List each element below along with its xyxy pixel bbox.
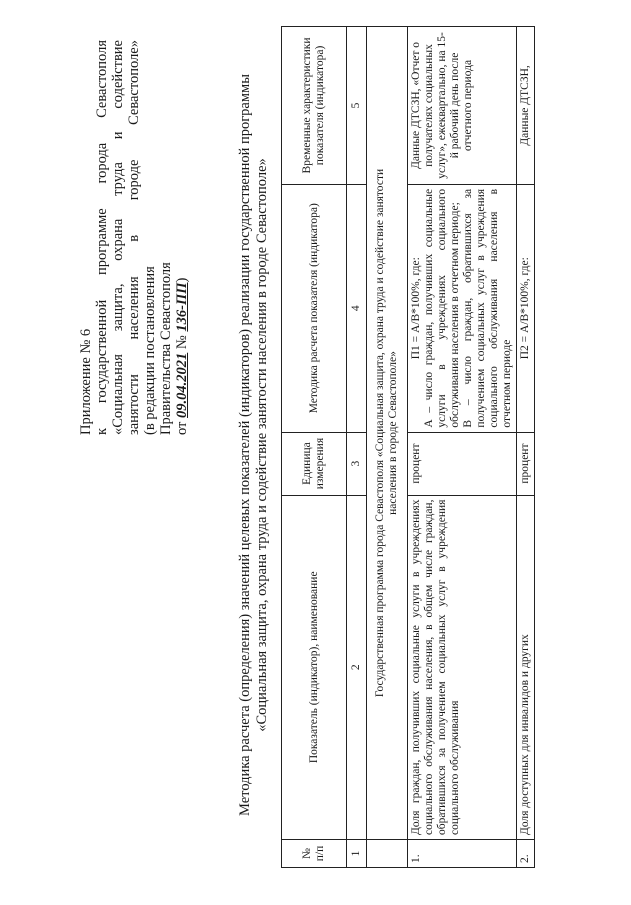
indicator-time: Данные ДТСЗН, [517, 27, 535, 185]
indicator-method [408, 184, 517, 432]
title-line: Методика расчета (определения) значений целевых показателей (индикаторов) реализации государственной программы [237, 74, 253, 816]
column-number: 4 [347, 184, 367, 432]
indicator-time: Данные ДТСЗН, «Отчет о получателях социальных услуг», ежеквартально, на 15-й рабочий день после отчетного периода [408, 27, 517, 185]
indicator-unit: процент [517, 432, 535, 495]
table-row [517, 27, 535, 868]
title-line: «Социальная защита, охрана труда и содействие занятости населения в городе Севастополе» [253, 158, 270, 732]
header-time: Временные характеристики показателя (индикатора) [282, 27, 347, 185]
method-formula: П1 = А/В*100%, где: [410, 257, 422, 360]
indicator-name: Доля доступных для инвалидов и других [517, 495, 535, 839]
table-row [408, 27, 517, 868]
appendix-line: (в редакции постановления [142, 266, 158, 435]
indicators-table [281, 26, 535, 868]
column-number: 2 [347, 495, 367, 839]
header-name: Показатель (индикатор), наименование [282, 495, 347, 839]
indicator-unit: процент [408, 432, 517, 495]
indicator-name: Доля граждан, получивших социальные услуги в учреждениях социального обслуживания населения, в общем числе граждан, обратившихся за получением социальных услуг в учреждения социального обслуживания [408, 495, 517, 839]
handwritten-number: 136-ПП [174, 282, 190, 332]
header-method: Методика расчета показателя (индикатора) [282, 184, 347, 432]
section-row [367, 27, 408, 868]
appendix-block [78, 40, 190, 435]
handwritten-date: 09.04.2021 [174, 352, 190, 418]
appendix-date-line [174, 40, 190, 435]
method-term-a: А – число граждан, получивших социальные услуги в учреждениях социального обслуживания населения в отчетном периоде; [423, 188, 461, 428]
header-unit: Единица измерения [282, 432, 347, 495]
row-number: 1. [408, 840, 517, 868]
section-title: Государственная программа города Севастополя «Социальная защита, охрана труда и содействие занятости населения в городе Севастополе» [367, 27, 408, 840]
date-suffix: ) [174, 277, 190, 283]
document-title [237, 25, 270, 865]
appendix-line: к государственной программе города Севастополя [94, 40, 110, 435]
appendix-line: Правительства Севастополя [158, 262, 174, 435]
method-term-b: В – число граждан, обратившихся за получением социальных услуг в учреждения социального обслуживания населения в отчетном периоде [462, 188, 513, 428]
indicator-method: П2 = А/В*100%, где: [517, 184, 535, 432]
appendix-line: занятости населения в городе Севастополе» [126, 40, 142, 435]
row-number: 2. [517, 840, 535, 868]
date-prefix: от [174, 417, 190, 435]
column-number: 5 [347, 27, 367, 185]
header-num: № п/п [282, 840, 347, 868]
header-row [282, 27, 347, 868]
appendix-line: «Социальная защита, охрана труда и содействие [110, 40, 126, 435]
number-sign: № [174, 331, 190, 353]
appendix-heading: Приложение № 6 [78, 328, 94, 435]
column-number-row [347, 27, 367, 868]
column-number: 1 [347, 840, 367, 868]
column-number: 3 [347, 432, 367, 495]
